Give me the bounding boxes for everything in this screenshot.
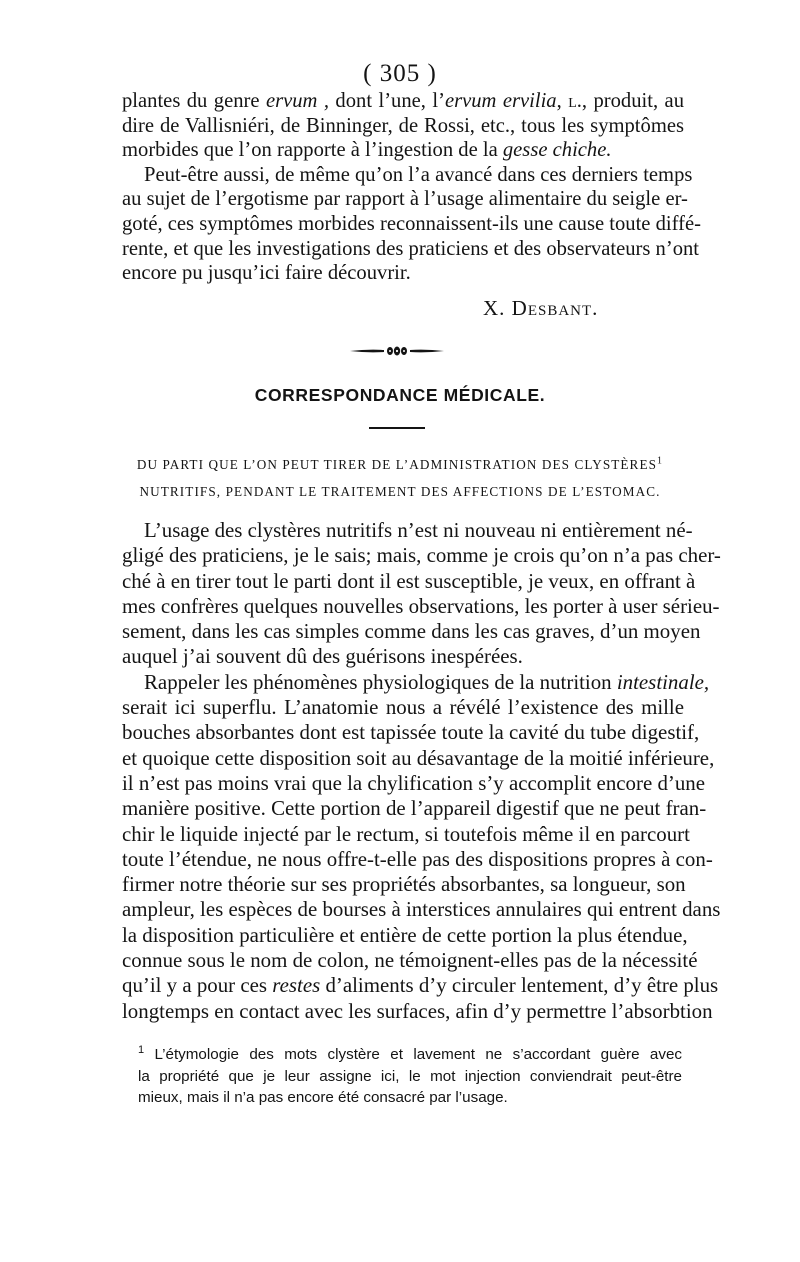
text-segment: auquel j’ai souvent dû des guérisons inespérées. <box>122 644 523 669</box>
text-line <box>122 593 720 619</box>
text-segment: longtemps en contact avec les surfaces, afin d’y permettre l’absorbtion <box>122 998 713 1023</box>
signature-name: Desbant. <box>511 296 599 320</box>
top-paragraph <box>122 89 701 286</box>
text-line <box>122 568 696 594</box>
text-segment: chir le liquide injecté par le rectum, si toutefois même il en parcourt <box>122 821 690 846</box>
text-segment: , produit, au <box>581 90 684 112</box>
text-segment: la disposition particulière et entière de cette portion la plus étendue, <box>122 922 688 947</box>
text-segment: serait ici superflu. L’anatomie nous a révélé l’existence des mille <box>122 695 684 720</box>
text-line <box>122 720 700 745</box>
italic-text: intestinale, <box>616 669 710 694</box>
footnote-reference: 1 <box>657 455 664 467</box>
subtitle-line-2: NUTRITIFS, PENDANT LE TRAITEMENT DES AFFECTIONS DE L’ESTOMAC. <box>139 484 661 499</box>
text-line <box>122 518 693 543</box>
text-segment: mes confrères quelques nouvelles observations, les porter à user sérieu- <box>122 593 720 618</box>
italic-text: restes <box>272 973 321 998</box>
text-line <box>122 669 710 695</box>
text-line <box>122 922 688 948</box>
text-line <box>122 821 690 847</box>
text-line <box>122 745 715 771</box>
text-segment: et quoique cette disposition soit au désavantage de la moitié inférieure, <box>122 745 715 770</box>
text-line <box>122 644 684 669</box>
footnote-line <box>138 1044 682 1066</box>
text-segment: Rappeler les phénomènes physiologiques de la nutrition <box>144 669 617 694</box>
text-line <box>122 998 713 1024</box>
text-line <box>122 770 706 796</box>
text-segment: il n’est pas moins vrai que la chylification s’y accomplit encore d’une <box>122 770 706 795</box>
text-line <box>122 89 684 114</box>
text-segment: , <box>556 90 569 112</box>
text-line <box>122 846 713 872</box>
text-segment: ampleur, les espèces de bourses à interstices annulaires qui entrent dans <box>122 897 721 922</box>
text-line <box>122 695 684 720</box>
text-line <box>122 543 721 568</box>
text-segment: toute l’étendue, ne nous offre-t-elle pas des dispositions propres à con- <box>122 846 713 871</box>
text-segment: bouches absorbantes dont est tapissée toute la cavité du tube digestif, <box>122 720 700 745</box>
text-segment: connue sous le nom de colon, ne témoignent-elles pas de la nécessité <box>122 948 698 973</box>
text-segment: qu’il y a pour ces <box>122 973 273 998</box>
subtitle-line-1: DU PARTI QUE L’ON PEUT TIRER DE L’ADMINISTRATION DES CLYSTÈRES <box>136 457 658 472</box>
small-caps-text: l. <box>568 90 582 112</box>
italic-text: ervum , <box>265 90 329 112</box>
text-segment: L’usage des clystères nutritifs n’est ni nouveau ni entièrement né- <box>144 518 693 542</box>
text-segment: rente, et que les investigations des praticiens et des observateurs n’ont <box>122 237 700 260</box>
italic-text: gesse chiche. <box>502 139 612 162</box>
footnote-line <box>138 1087 682 1109</box>
page-number: ( 305 ) <box>363 60 437 87</box>
text-segment: morbides que l’on rapporte à l’ingestion de la <box>122 139 503 162</box>
text-line <box>122 114 684 139</box>
text-line <box>122 897 721 922</box>
text-segment: L’étymologie des mots clystère et lavement ne s’accordant guère avec <box>154 1046 682 1063</box>
text-segment: d’aliments d’y circuler lentement, d’y être plus <box>320 973 719 998</box>
text-segment: la propriété que je leur assigne ici, le mot injection conviendrait peut-être <box>138 1067 682 1085</box>
text-segment: gligé des praticiens, je le sais; mais, comme je crois qu’on n’a pas cher- <box>122 543 721 568</box>
italic-text: ervum ervilia <box>444 90 557 112</box>
text-segment: Peut-être aussi, de même qu’on l’a avancé dans ces derniers temps <box>144 163 693 186</box>
footnote <box>138 1044 682 1109</box>
section-subtitle <box>0 457 800 473</box>
text-segment: sement, dans les cas simples comme dans les cas graves, d’un moyen <box>122 619 701 644</box>
text-segment: manière positive. Cette portion de l’appareil digestif que ne peut fran- <box>122 796 707 821</box>
text-line <box>122 261 684 286</box>
footnote-line <box>138 1066 682 1088</box>
signature-initial: X. <box>483 296 506 320</box>
text-segment: mieux, mais il n’a pas encore été consacré par l’usage. <box>138 1089 508 1106</box>
footnote-mark: 1 <box>138 1043 145 1056</box>
text-segment: au sujet de l’ergotisme par rapport à l’usage alimentaire du seigle er- <box>122 188 688 211</box>
title-rule <box>369 427 425 429</box>
text-line <box>122 973 719 998</box>
text-line <box>122 796 707 821</box>
text-segment: plantes du genre <box>122 90 266 112</box>
ornament-divider-icon <box>348 343 446 359</box>
text-line <box>122 237 700 262</box>
text-segment: firmer notre théorie sur ses propriétés absorbantes, sa longueur, son <box>122 872 686 897</box>
text-segment: encore pu jusqu’ici faire découvrir. <box>122 262 411 285</box>
text-line <box>122 619 701 644</box>
footnote-line-text <box>155 1046 682 1063</box>
author-signature <box>483 296 598 321</box>
article-body <box>122 518 721 1024</box>
text-line <box>122 163 693 188</box>
text-line <box>122 138 684 163</box>
text-segment: goté, ces symptômes morbides reconnaissent-ils une cause toute diffé- <box>122 212 701 235</box>
text-line <box>122 948 698 973</box>
text-line <box>122 187 688 212</box>
section-title: CORRESPONDANCE MÉDICALE. <box>254 385 546 405</box>
text-segment: ché à en tirer tout le parti dont il est susceptible, je veux, en offrant à <box>122 568 696 593</box>
text-line <box>122 212 701 237</box>
text-segment: dire de Vallisniéri, de Binninger, de Rossi, etc., tous les symptômes <box>122 114 684 137</box>
text-line <box>122 872 684 897</box>
text-segment: dont l’une, l’ <box>329 90 445 112</box>
